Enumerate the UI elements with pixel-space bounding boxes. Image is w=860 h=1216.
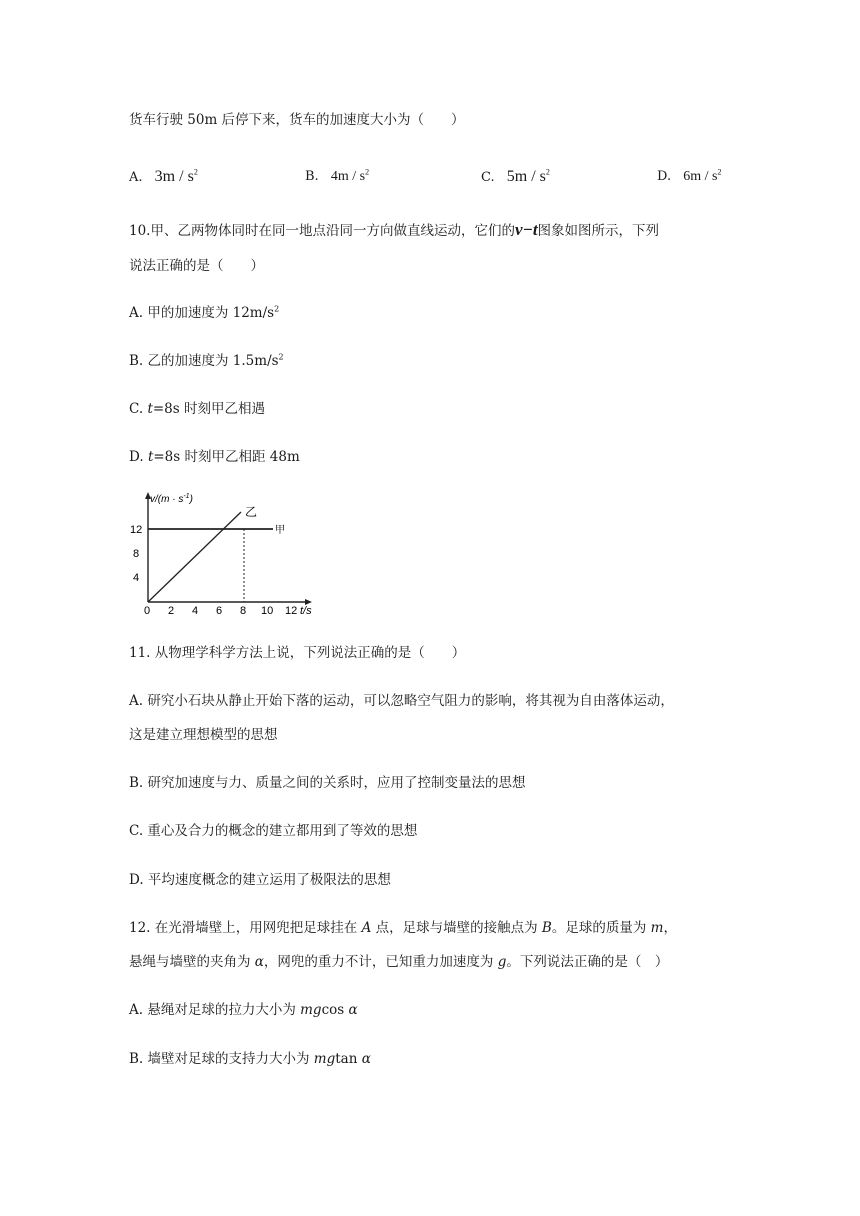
q11-stem: 11. 从物理学科学方法上说，下列说法正确的是（ ） (129, 645, 466, 661)
q10-option-c: C. t=8s 时刻甲乙相遇 (129, 401, 265, 417)
q12-stem-line2: 悬绳与墙壁的夹角为 α，网兜的重力不计，已知重力加速度为 g。下列说法正确的是（ ） (129, 954, 669, 970)
q10-stem-line2: 说法正确的是（ ） (129, 258, 264, 274)
q10-option-a: A. 甲的加速度为 $12m/s^2$ (129, 304, 280, 321)
vt-graph (128, 488, 328, 616)
x-axis-label: t/s (300, 605, 312, 616)
y-tick-4: 4 (133, 572, 140, 584)
q12-option-b: B. 墙壁对足球的支持力大小为 mgtan α (129, 1051, 371, 1067)
q9-option-a (129, 167, 198, 188)
label-yi: 乙 (245, 505, 258, 519)
q11-option-b: B. 研究加速度与力、质量之间的关系时，应用了控制变量法的思想 (129, 775, 526, 791)
q11-option-d: D. 平均速度概念的建立运用了极限法的思想 (129, 872, 391, 888)
option-letter: A. (129, 170, 143, 185)
q12-option-a: A. 悬绳对足球的拉力大小为 mgcos α (129, 1002, 358, 1018)
q9-option-d (657, 167, 721, 187)
x-tick-10: 10 (261, 605, 274, 616)
label-jia: 甲 (275, 525, 285, 536)
q9-option-b (305, 167, 369, 187)
q11-option-c: C. 重心及合力的概念的建立都用到了等效的思想 (129, 823, 418, 839)
q11-option-a-line1: A. 研究小石块从静止开始下落的运动，可以忽略空气阻力的影响，将其视为自由落体运动， (129, 693, 674, 709)
y-tick-12: 12 (130, 524, 143, 536)
option-value: $6m / s^2$ (683, 167, 722, 184)
x-tick-8: 8 (240, 605, 247, 616)
option-value: $4m / s^2$ (330, 167, 370, 184)
x-tick-12: 12 (285, 605, 298, 616)
x-tick-2: 2 (168, 605, 175, 616)
q10-option-b: B. 乙的加速度为 $1.5m/s^2$ (129, 352, 284, 369)
x-tick-6: 6 (216, 605, 223, 616)
q9-stem: 货车行驶 50m 后停下来，货车的加速度大小为（ ） (129, 112, 465, 128)
q10-option-d: D. t=8s 时刻甲乙相距 48m (129, 449, 300, 465)
option-letter: C. (481, 170, 495, 185)
y-tick-8: 8 (133, 548, 140, 560)
line-yi (148, 512, 241, 602)
x-tick-4: 4 (192, 605, 199, 616)
x-tick-0: 0 (144, 605, 151, 616)
q10-stem-line1: 10.甲、乙两物体同时在同一地点沿同一方向做直线运动，它们的v−t图象如图所示，下列 (129, 220, 660, 239)
q11-option-a-line2: 这是建立理想模型的思想 (129, 727, 278, 743)
option-value: $3m / s^2$ (154, 167, 198, 185)
option-letter: D. (657, 169, 672, 184)
option-value: $5m / s^2$ (506, 167, 550, 185)
q12-stem-line1: 12. 在光滑墙壁上，用网兜把足球挂在 A 点，足球与墙壁的接触点为 B。足球的质量为 m， (129, 920, 677, 936)
q9-option-c (481, 167, 550, 188)
y-axis-label: $v/(m \cdot s^{-1})$ (150, 493, 193, 505)
option-letter: B. (305, 169, 319, 184)
